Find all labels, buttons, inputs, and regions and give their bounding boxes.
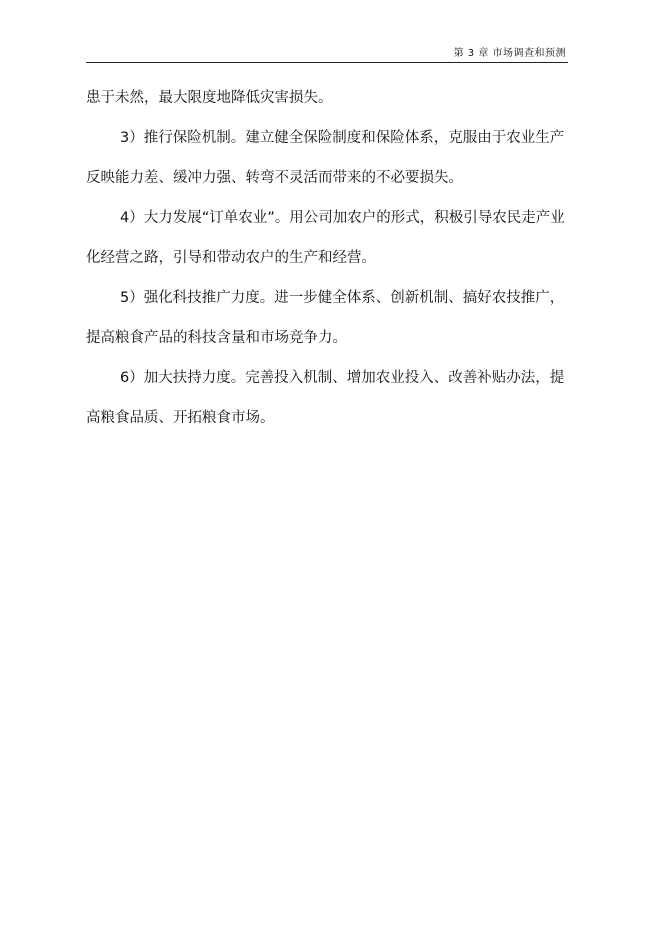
paragraph-insurance-mechanism: 3）推行保险机制。建立健全保险制度和保险体系，克服由于农业生产反映能力差、缓冲力强、转弯不灵活而带来的不必要损失。 [86,130,565,186]
paragraph-technology-promotion: 5）强化科技推广力度。进一步健全体系、创新机制、搞好农技推广，提高粮食产品的科技含量和市场竞争力。 [86,290,565,346]
paragraph-continuation: 患于未然，最大限度地降低灾害损失。 [86,90,333,106]
paragraph-support-efforts: 6）加大扶持力度。完善投入机制、增加农业投入、改善补贴办法，提高粮食品质、开拓粮食市场。 [86,370,565,426]
paragraph-order-farming: 4）大力发展“订单农业”。用公司加农户的形式，积极引导农民走产业化经营之路，引导和带动农户的生产和经营。 [86,210,565,266]
chapter-title: 第 3 章 市场调查和预测 [453,48,566,59]
body-text [86,78,566,438]
running-header [86,46,568,63]
